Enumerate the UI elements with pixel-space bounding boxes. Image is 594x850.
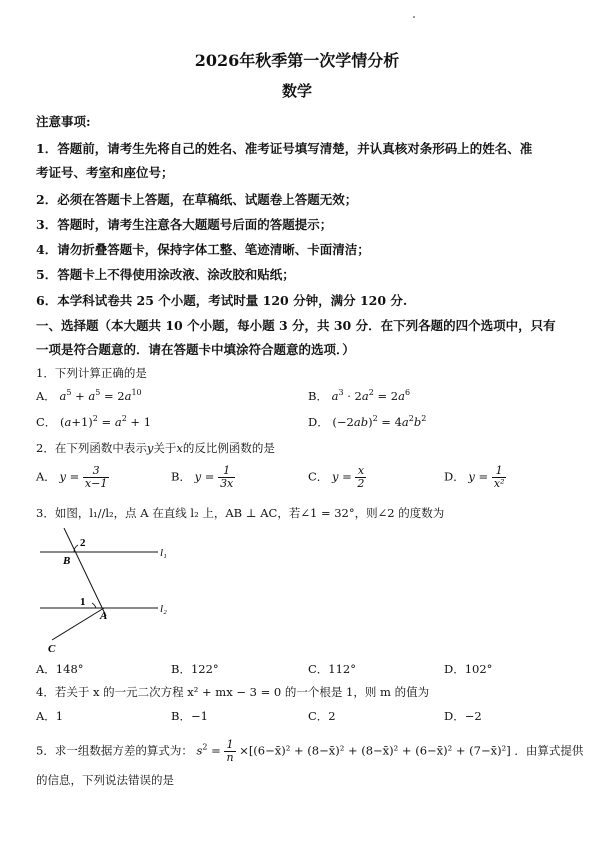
scan-dot xyxy=(413,16,415,18)
q1-option-a: A． $a^5 + a^5 = 2a^{10}$ xyxy=(36,388,142,403)
notes-heading: 注意事项: xyxy=(36,114,91,129)
q4-option-c: C．2 xyxy=(308,709,336,723)
q2-a-den: x−1 xyxy=(84,477,108,490)
q3-figure xyxy=(30,528,180,656)
label-l2: l₂ xyxy=(160,603,167,615)
q2-c-num: x xyxy=(355,465,366,478)
q4-option-b: B．−1 xyxy=(171,709,208,723)
q3-stem: 3．如图，l₁//l₂，点 A 在直线 l₂ 上，AB ⊥ AC，若∠1 = 32°，则∠2 的度数为 xyxy=(36,506,445,520)
q2-a-num: 3 xyxy=(83,465,109,478)
q2-c-den: 2 xyxy=(357,477,365,490)
exam-title: 2026年秋季第一次学情分析 xyxy=(194,51,400,70)
note-item-1: 1．答题前，请考生先将自己的姓名、准考证号填写清楚，并认真核对条形码上的姓名、准 xyxy=(36,141,533,156)
note-item-3: 3．答题时，请考生注意各大题题号后面的答题提示； xyxy=(36,217,333,232)
q2-option-d xyxy=(444,465,506,490)
q3-option-c: C．112° xyxy=(308,662,356,676)
q2-d-den: x² xyxy=(493,477,505,490)
q1-option-d: D． $(-2ab)^2 = 4a^2b^2$ xyxy=(308,414,427,429)
q2-b-label: B． xyxy=(171,469,191,484)
section-heading-line2: 一项是符合题意的．请在答题卡中填涂符合题意的选项．） xyxy=(36,342,355,357)
q1-stem: 1．下列计算正确的是 xyxy=(36,366,147,380)
q2-c-lhs: y = xyxy=(331,469,352,484)
q2-option-b xyxy=(171,465,235,490)
q2-b-lhs: y = xyxy=(194,469,215,484)
q1-option-b: B． $a^3 \cdot 2a^2 = 2a^6$ xyxy=(308,388,411,403)
q3-option-d: D．102° xyxy=(444,662,493,676)
q2-a-lhs: y = xyxy=(59,469,80,484)
q5-fraction: $\frac{1}{n}$ xyxy=(226,738,234,764)
q2-stem-x: x xyxy=(176,441,183,455)
note-item-2: 2．必须在答题卡上答题，在草稿纸、试题卷上答题无效； xyxy=(36,192,358,207)
q2-d-num: 1 xyxy=(492,465,507,478)
q2-a-fraction xyxy=(83,465,109,490)
label-b: B xyxy=(63,555,71,567)
q5-stem-line2: 的信息，下列说法错误的是 xyxy=(36,773,174,787)
q2-d-label: D． xyxy=(444,469,465,484)
q2-b-fraction xyxy=(218,465,235,490)
q3-option-b: B．122° xyxy=(171,662,219,676)
q2-c-label: C． xyxy=(308,469,329,484)
q2-b-den: 3x xyxy=(220,477,234,490)
label-a: A xyxy=(100,610,108,622)
note-item-6: 6．本学科试卷共 25 个小题，考试时量 120 分钟，满分 120 分. xyxy=(36,293,408,308)
q4-option-a: A．1 xyxy=(36,709,64,723)
q5-stem-part2: ．由算式提供 xyxy=(514,743,584,758)
q2-a-label: A． xyxy=(36,469,56,484)
label-angle-1: 1 xyxy=(80,596,86,608)
q1-c-label: C． xyxy=(36,415,57,429)
q2-d-lhs: y = xyxy=(468,469,489,484)
q5-formula: ×[(6−x̄)² + (8−x̄)² + (8−x̄)² + (6−x̄)² + (7−x̄)²] xyxy=(239,743,511,758)
q1-a-label: A． xyxy=(36,389,56,403)
q1-b-label: B． xyxy=(308,389,328,403)
q2-d-fraction xyxy=(492,465,507,490)
label-c: C xyxy=(48,643,56,655)
subject-title: 数学 xyxy=(281,82,312,100)
note-item-1-cont: 考证号、考室和座位号； xyxy=(36,165,174,180)
q5-stem: 5．求一组数据方差的算式为： $s^2$ = $\frac{1}{n}$ ×[(6−x̄)² + (8−x̄)² + (8−x̄)² + (6−x̄)² + (7−x̄)²] ．由算式提供 xyxy=(36,738,584,764)
q2-stem xyxy=(36,440,275,456)
q2-stem-part1: 2．在下列函数中表示 xyxy=(36,441,147,455)
q2-c-fraction xyxy=(355,465,366,490)
note-item-4: 4．请勿折叠答题卡，保持字体工整、笔迹清晰、卡面清洁； xyxy=(36,242,370,257)
q1-d-label: D． xyxy=(308,415,329,429)
q5-stem-part1: 5．求一组数据方差的算式为： xyxy=(36,743,193,758)
angle1-arc xyxy=(92,603,96,608)
q2-option-c xyxy=(308,465,366,490)
note-item-5: 5．答题卡上不得使用涂改液、涂改胶和贴纸； xyxy=(36,267,295,282)
q2-stem-part2: 关于 xyxy=(153,441,177,455)
q2-option-a xyxy=(36,465,109,490)
q2-stem-part3: 的反比例函数的是 xyxy=(182,441,275,455)
q1-option-c: C． $(a+1)^2 = a^2 + 1$ xyxy=(36,414,152,429)
q3-option-a: A．148° xyxy=(36,662,84,676)
segment-ac xyxy=(52,608,104,640)
q2-stem-y: y xyxy=(146,441,154,455)
section-heading-line1: 一、选择题（本大题共 10 个小题，每小题 3 分，共 30 分．在下列各题的四个选项中，只有 xyxy=(36,318,556,333)
q4-stem: 4．若关于 x 的一元二次方程 x² + mx − 3 = 0 的一个根是 1，则 m 的值为 xyxy=(36,685,430,699)
q4-option-d: D．−2 xyxy=(444,709,482,723)
label-l1: l₁ xyxy=(160,547,167,559)
label-angle-2: 2 xyxy=(80,537,86,549)
q2-b-num: 1 xyxy=(218,465,235,478)
